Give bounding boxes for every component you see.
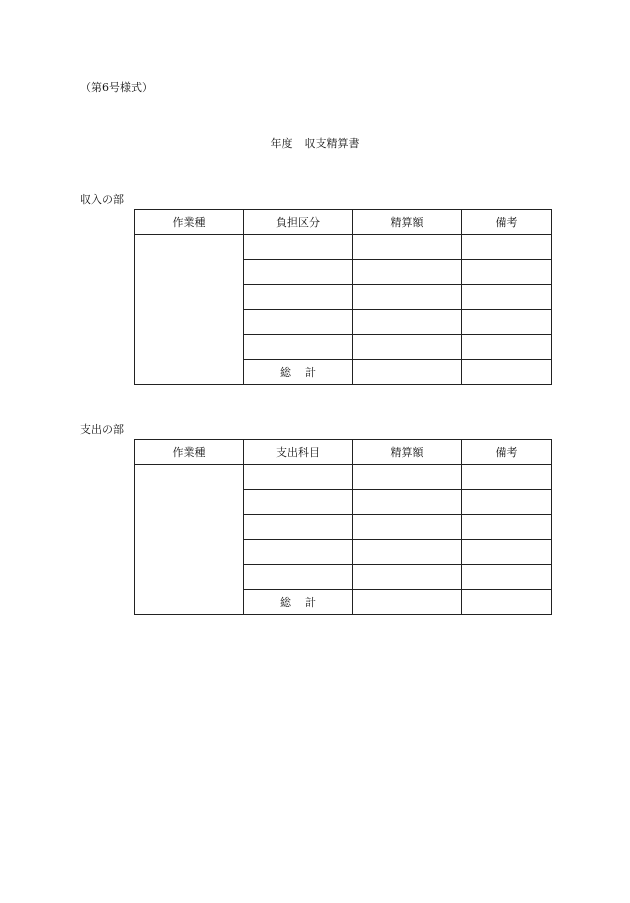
expense-header-expense-item: 支出科目 [244, 440, 353, 465]
expense-cell[interactable] [353, 490, 462, 515]
expense-total-amount-cell[interactable] [353, 590, 462, 615]
form-number-label: （第6号様式） [80, 81, 153, 94]
income-cell[interactable] [462, 335, 552, 360]
income-cell[interactable] [462, 235, 552, 260]
income-table [134, 209, 552, 385]
income-cell[interactable] [244, 335, 353, 360]
expense-cell[interactable] [244, 540, 353, 565]
expense-header-settlement-amount: 精算額 [353, 440, 462, 465]
income-header-work-type: 作業種 [135, 210, 244, 235]
income-total-remarks-cell[interactable] [462, 360, 552, 385]
expense-cell[interactable] [353, 540, 462, 565]
table-row [135, 235, 552, 260]
expense-cell[interactable] [244, 465, 353, 490]
expense-header-row [135, 440, 552, 465]
expense-cell[interactable] [462, 540, 552, 565]
expense-cell[interactable] [353, 465, 462, 490]
expense-cell[interactable] [462, 515, 552, 540]
income-cell[interactable] [462, 310, 552, 335]
income-header-settlement-amount: 精算額 [353, 210, 462, 235]
income-header-burden-category: 負担区分 [244, 210, 353, 235]
income-cell[interactable] [353, 235, 462, 260]
expense-cell[interactable] [462, 465, 552, 490]
table-row [135, 465, 552, 490]
document-title [0, 137, 630, 151]
income-cell[interactable] [462, 285, 552, 310]
title-name: 収支精算書 [304, 137, 360, 150]
income-work-type-cell[interactable] [135, 235, 244, 385]
expense-header-work-type: 作業種 [135, 440, 244, 465]
income-total-amount-cell[interactable] [353, 360, 462, 385]
expense-table [134, 439, 552, 615]
expense-cell[interactable] [353, 565, 462, 590]
income-total-label: 総 計 [244, 360, 353, 385]
expense-work-type-cell[interactable] [135, 465, 244, 615]
expense-section-heading: 支出の部 [80, 423, 124, 436]
income-cell[interactable] [244, 310, 353, 335]
income-header-remarks: 備考 [462, 210, 552, 235]
expense-cell[interactable] [244, 565, 353, 590]
income-cell[interactable] [244, 260, 353, 285]
income-section-heading: 収入の部 [80, 193, 124, 206]
expense-total-label: 総 計 [244, 590, 353, 615]
income-cell[interactable] [353, 285, 462, 310]
income-header-row [135, 210, 552, 235]
expense-cell[interactable] [462, 565, 552, 590]
expense-total-remarks-cell[interactable] [462, 590, 552, 615]
title-year: 年度 [270, 137, 293, 150]
expense-header-remarks: 備考 [462, 440, 552, 465]
income-cell[interactable] [353, 335, 462, 360]
income-cell[interactable] [353, 310, 462, 335]
income-cell[interactable] [244, 235, 353, 260]
income-cell[interactable] [353, 260, 462, 285]
expense-cell[interactable] [353, 515, 462, 540]
income-cell[interactable] [244, 285, 353, 310]
income-cell[interactable] [462, 260, 552, 285]
expense-cell[interactable] [244, 515, 353, 540]
expense-cell[interactable] [244, 490, 353, 515]
expense-cell[interactable] [462, 490, 552, 515]
